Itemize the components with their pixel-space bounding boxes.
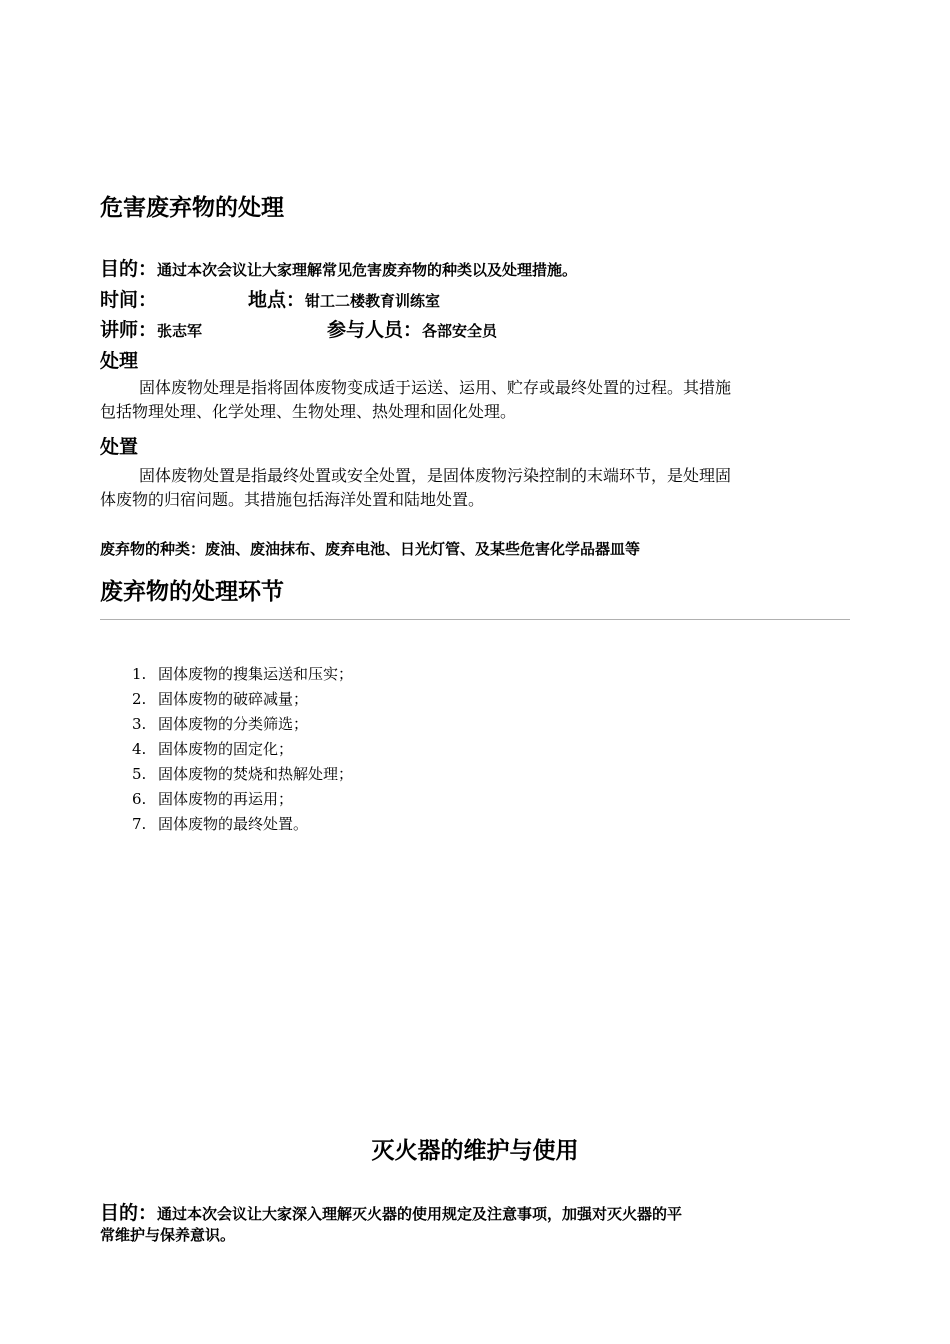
lecturer-label: 讲师： <box>100 319 158 341</box>
doc2-purpose-text-1: 通过本次会议让大家深入理解灭火器的使用规定及注意事项，加强对灭火器的平 <box>157 1205 683 1223</box>
doc2-purpose-label: 目的： <box>100 1202 158 1224</box>
list-number: 2. <box>132 690 147 708</box>
list-item <box>132 687 353 712</box>
lecturer-line <box>100 315 202 342</box>
list-item <box>132 812 353 837</box>
waste-types: 废弃物的种类：废油、废油抹布、废弃电池、日光灯管、及某些危害化学品器皿等 <box>100 540 641 558</box>
list-text: 固体废物的破碎减量； <box>158 690 309 708</box>
section-heading-processing: 处理 <box>100 350 139 372</box>
section-disposal-line-1: 固体废物处置是指最终处置或安全处置，是固体废物污染控制的末端环节，是处理固 <box>139 466 732 485</box>
list-text: 固体废物的焚烧和热解处理； <box>158 765 354 783</box>
doc2-purpose-line-1 <box>100 1198 682 1225</box>
section-disposal-line-2: 体废物的归宿问题。其措施包括海洋处置和陆地处置。 <box>100 490 485 509</box>
doc-title: 危害废弃物的处理 <box>100 195 284 221</box>
list-item <box>132 712 353 737</box>
list-number: 6. <box>132 790 147 808</box>
participants-value: 各部安全员 <box>422 322 498 340</box>
list-text: 固体废物的分类筛选； <box>158 715 309 733</box>
section-processing-line-2: 包括物理处理、化学处理、生物处理、热处理和固化处理。 <box>100 402 517 421</box>
list-text: 固体废物的再运用； <box>158 790 294 808</box>
participants-label: 参与人员： <box>327 319 423 341</box>
steps-list <box>132 662 353 837</box>
list-text: 固体废物的最终处置。 <box>158 815 309 833</box>
steps-heading: 废弃物的处理环节 <box>100 579 284 605</box>
purpose-text: 通过本次会议让大家理解常见危害废弃物的种类以及处理措施。 <box>157 261 578 279</box>
list-item <box>132 662 353 687</box>
divider <box>100 619 850 620</box>
section-processing-line-1: 固体废物处理是指将固体废物变成适于运送、运用、贮存或最终处置的过程。其措施 <box>139 378 732 397</box>
list-number: 4. <box>132 740 147 758</box>
participants-line <box>327 315 497 342</box>
time-label: 时间： <box>100 289 158 311</box>
doc2-title: 灭火器的维护与使用 <box>371 1138 579 1164</box>
list-text: 固体废物的固定化； <box>158 740 294 758</box>
doc2-purpose-text-2: 常维护与保养意识。 <box>100 1226 236 1244</box>
purpose-label: 目的： <box>100 258 158 280</box>
list-number: 5. <box>132 765 147 783</box>
list-text: 固体废物的搜集运送和压实； <box>158 665 354 683</box>
lecturer-value: 张志军 <box>157 322 203 340</box>
list-item <box>132 787 353 812</box>
list-item <box>132 762 353 787</box>
list-number: 3. <box>132 715 147 733</box>
list-number: 1. <box>132 665 147 683</box>
place-value: 钳工二楼教育训练室 <box>305 292 441 310</box>
list-item <box>132 737 353 762</box>
place-line <box>248 285 440 312</box>
place-label: 地点： <box>248 289 306 311</box>
section-heading-disposal: 处置 <box>100 436 139 458</box>
list-number: 7. <box>132 815 147 833</box>
purpose-line <box>100 254 577 281</box>
